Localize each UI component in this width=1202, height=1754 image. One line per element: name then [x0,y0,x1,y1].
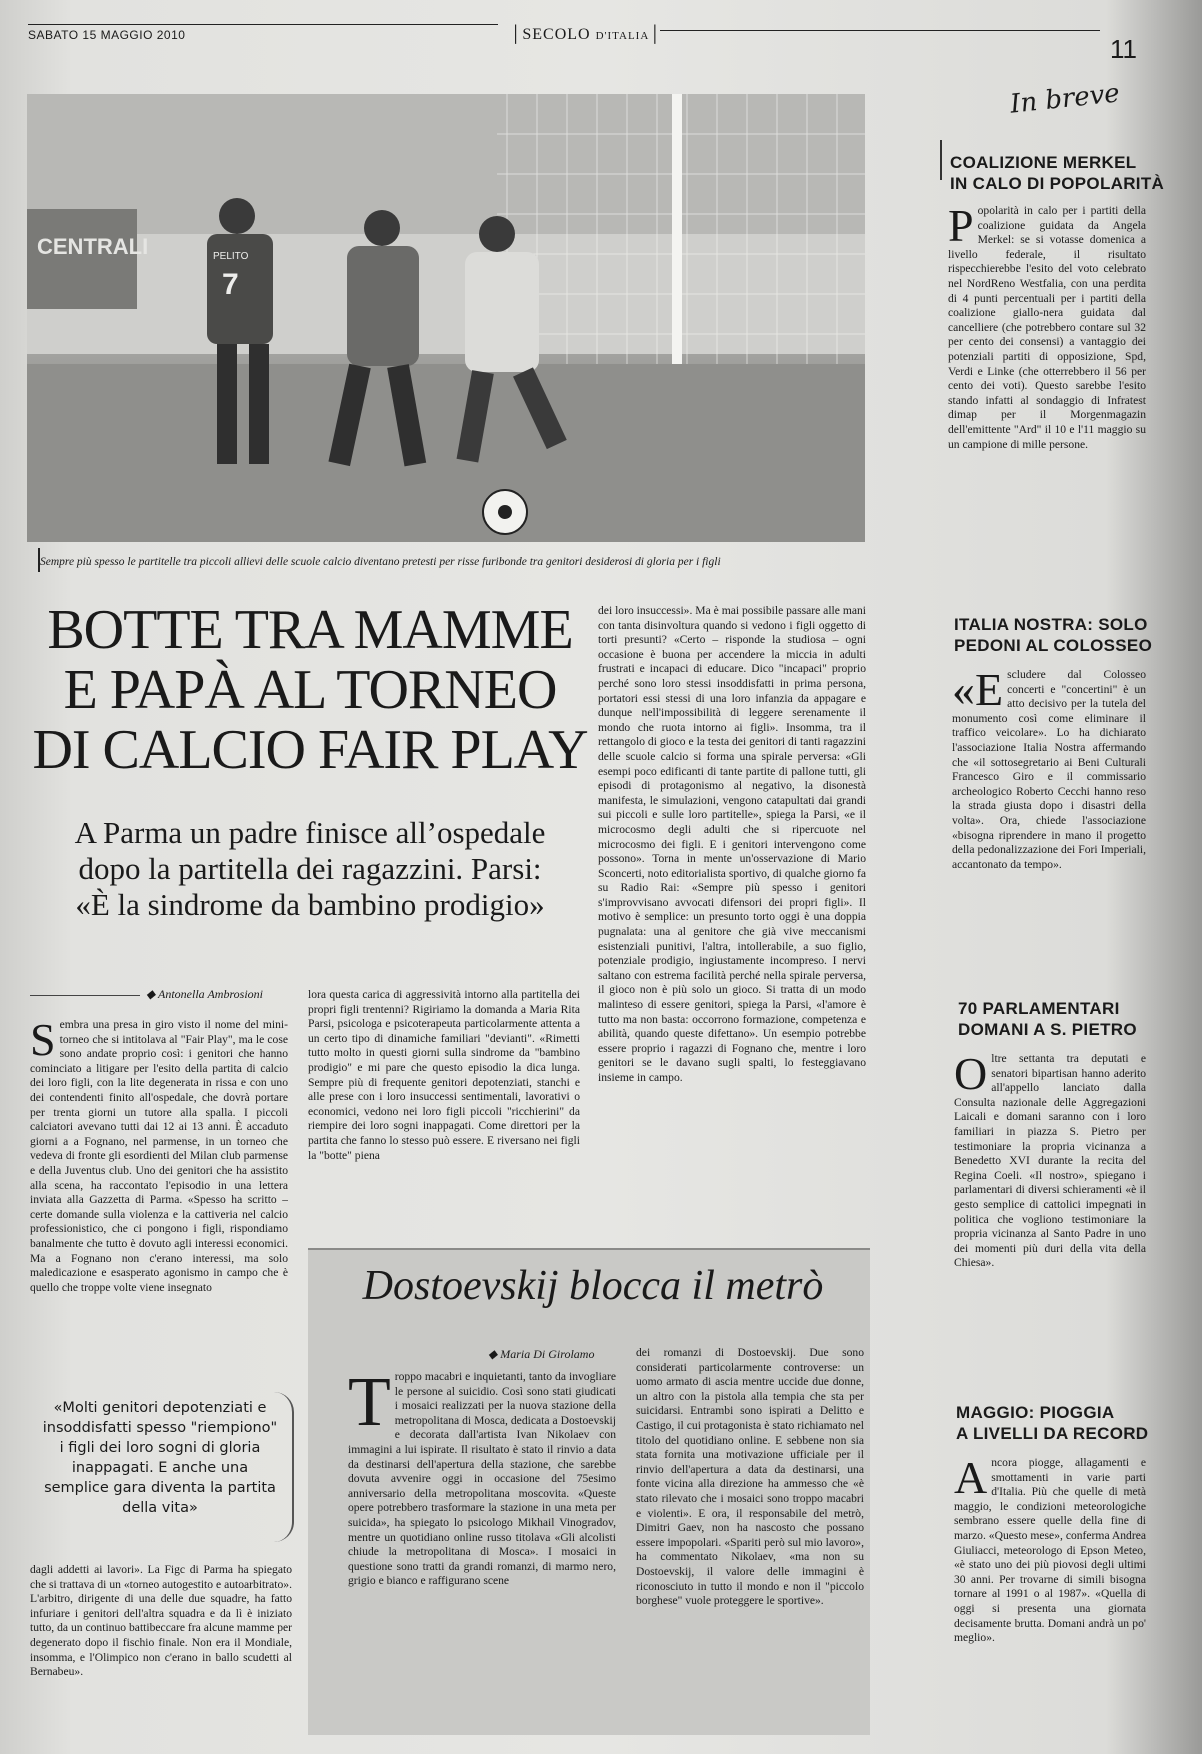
headline-line-3: DI CALCIO FAIR PLAY [32,719,588,781]
soccer-illustration [27,94,865,542]
subhead-line-2: dopo la partitella dei ragazzini. Parsi: [78,851,542,886]
brief-title-1-line-1: COALIZIONE MERKEL [950,153,1137,172]
article-column-1 [30,1018,288,1380]
newspaper-title: │SECOLO D'ITALIA│ [510,26,662,43]
brief-title-3-line-2: DOMANI A S. PIETRO [958,1020,1137,1039]
byline-rule [30,995,140,996]
brief-text-3 [954,1052,1146,1378]
sidebar-rule [940,140,942,180]
boxed-article-column-2: dei romanzi di Dostoevskij. Due sono considerati particolarmente controverse: un uomo armato di ascia mentre uccide due donne, un altro con la pistola alla tempia che sta per suicidarsi. Entrambi sono ispirati a Delitto e Castigo, il cui protagonista è stato richiamato nel titolo del quotidiano online. E sebbene non sia stata fornita una motivazione ufficiale per il rinvio dell'apertura a data da destinarsi, una fonte vicina alla direzione ha ammesso che «è stato rilevato che i mosaici sono troppo macabri e violenti». E ora, il responsabile del metrò, Dimitri Gaev, non ha nascosto che possano essere impopolari. «Spariti però sul mio lavoro», ha commentato Nikolaev, «ma non su Dostoevskij, il valore delle immagini è riconosciuto in tutto il mondo e non il "piccolo borghese" vuole proteggere le sportive». [636,1346,864,1608]
brief-body-1: opolarità in calo per i partiti della coalizione guidata da Angela Merkel: se si votasse domenica a livello federale, il risultato rispecchierebbe l'esito del voto celebrato nel NordReno Westfalia, con una perdita di 4 punti percentuali per i partiti della coalizione giallo-nera guidata dal cancelliere (che potrebbero contare sul 32 per cento dei consensi) a vantaggio dei potenziali partiti di opposizione, Spd, Verdi e Linke (che otterrebbero il 56 per cento dei voti). Questo sarebbe l'esito stando infatti al sondaggio di Infratest dimap per il Morgenmagazin dell'emittente "Ard" il 10 e l'11 maggio su un campione di mille persone. [948,204,1146,451]
brief-title-1 [950,152,1164,194]
page-number: 11 [1110,34,1137,64]
brief-dropcap-4: A [954,1456,988,1503]
header-rule-left [28,24,498,25]
boxed-dropcap: T [348,1370,391,1441]
boxed-text-1: roppo macabri e inquietanti, tanto da invogliare le persone al suicidio. Così sono stati giudicati i mosaici realizzati per la nuova stazione della metropolitana di Mosca, dedicata a Dostoevskij e decorata dall'artista Ivan Nikolaev con immagini a lui ispirate. Il risultato è stato il rinvio a data da destinarsi dell'apertura della stazione, che sarebbe dovuta avvenire oggi in occasione del 75esimo anniversario della metropolitana moscovita. «Queste opere potrebbero trasformare la stazione in una meta per suicida», ha spiegato lo psicologo Mikhail Vinogradov, mentre un quotidiano online russo titolava «Gli alcolisti chiude la metropolitana di Mosca». I mosaici in questione sono tratti da grandi romanzi, di marmo nero, grigio e bianco e raffigurano scene [348,1370,616,1588]
brief-text-1 [948,204,1146,592]
main-headline [30,600,590,780]
headline-line-2: E PAPÀ AL TORNEO [63,659,557,721]
brief-title-1-line-2: IN CALO DI POPOLARITÀ [950,174,1165,193]
brief-dropcap-1: P [948,204,974,251]
article-column-3: dei loro insuccessi». Ma è mai possibile passare alle mani con tanta disinvoltura quando si vedono i figli oggetto di torti presunti? «Certo – risponde la studiosa – ogni occasione è buona per accendere la miccia in adulti frustrati e incapaci di educare. Dico "incapaci" proprio perché sono loro stessi insoddisfatti in prima persona, portatori essi stessi di una loro infanzia da appagare e dunque nell'impossibilità di leggere serenamente il mondo che ruota intorno ai figli». Insomma, tra il rettangolo di gioco e la testa dei genitori di tanti ragazzini delle scuole calcio si forma una spirale perversa: «Gli esempi poco edificanti di tante partite di pallone tutti, gli episodi di protagonismo al negativo, la disonestà manifesta, le simulazioni, vengono catapultati dai grandi sui piccoli e sulle loro partitelle», spiega la Parsi, «e il microcosmo degli adulti che si ripercuote nel microcosmo dei figli. E i genitori intervengono come possono». Torna in mente un'osservazione di Mario Sconcerti, noto editorialista sportivo, di qualche giorno fa su Radio Rai: «Sempre più spesso i genitori s'improvvisano avvocati difensori dei propri figli». Il motivo è semplice: un presunto torto oggi è una doppia pugnalata: una al genitore che già vive meccanismi esistenziali punitivi, l'altra, intollerabile, a suo figlio, potenziale prodigio, ingiustamente incompreso. I nervi saltano con estrema facilità perché nella spirale perversa, il gioco non è più solo un gioco. Si tratta di un modo malinteso di essere genitori, spiega la Parsi, «l'amore è tutto ma non basta: occorrono formazione, competenza e abilità, quando queste difettano». Un esempio potrebbe essere proprio i ragazzi di Fognano che, mentre i loro genitori se le davano sugli spalti, lo festeggiavano insieme in campo. [598,604,866,1084]
subheadline [30,815,590,923]
article-column-2: lora questa carica di aggressività intorno alla partitella dei propri figli trentenni? Rigiriamo la domanda a Maria Rita Parsi, psicologa e psicoterapeuta particolarmente attenta a un certo tipo di dinamiche familiari "devianti". «Rimetti tutto molto in questi giorni sulla sindrome da "bambino prodigio" e mi pare che questo episodio la dica lunga. Sempre più di frequente genitori depotenziati, stanchi e alle prese con i loro insuccessi sentimentali, lavorativi o economici, vedono nei loro figli piccoli "ricchierini" da riempire dei loro sogni inappagati. Come direttori per la partita che fanno lo stesso può essere. E riversano nei figli la "botte" piena [308,988,580,1162]
article-text: embra una presa in giro visto il nome del mini-torneo che si intitolava al "Fair Play", ma le cose sono andate proprio così: i genitori che hanno cominciato a litigare per l'esito della partita di calcio dei loro figli, con la lite degenerata in rissa e con uno dei contendenti finito all'ospedale, che dovrà portare per trenta giorni un tutore alla spalla. I piccoli calciatori avevano tutti dai 12 ai 13 anni. È accaduto giorni a a Fognano, nel parmense, in un torneo che vedeva di fronte gli esordienti del Milan club parmense e della Juventus club. Uno dei genitori che ha assistito alla scena, ha raccontato l'episodio in una lettera inviata alla Gazzetta di Parma. «Spesso ha scritto – certe domande sulla violenza e la cattiveria nel calcio professionistico, che ci pongono i figli, rispondiamo banalmente che tutto è dovuto agli interessi economici. Ma a Fognano non c'erano interessi, ma solo maledicazione e esasperato agonismo in campo che è quello che troppe volte viene insegnato [30,1018,288,1294]
brief-title-2-line-2: PEDONI AL COLOSSEO [954,636,1153,655]
subhead-line-3: «È la sindrome da bambino prodigio» [75,887,545,922]
soccer-photo [27,94,865,542]
header-rule-right [660,30,1100,31]
boxed-article-byline: ◆ Maria Di Girolamo [488,1347,595,1361]
dropcap: S [30,1018,56,1065]
brief-body-4: ncora piogge, allagamenti e smottamenti in varie parti d'Italia. Più che quelle di metà maggio, le condizioni meteorologiche sembrano essere quelle della fine di marzo. «Questo mese», conferma Andrea Giuliacci, meteorologo di Epson Meteo, «è stato uno dei più piovosi degli ultimi 30 anni. Per trovarne di simili bisogna tornare al 1991 o al 1987». «Quella di oggi si presenta una giornata decisamente brutta. Domani andrà un po' meglio». [954,1456,1146,1645]
brief-title-2 [954,614,1152,656]
pull-quote: «Molti genitori depotenziati e insoddisfatti spesso "riempiono" i figli dei loro sogni di gloria inappagati. E anche una semplice gara diventa la partita della vita» [42,1400,278,1516]
brief-text-4 [954,1456,1146,1732]
section-title: In breve [1008,78,1122,120]
brief-dropcap-2: «E [952,668,1004,715]
jersey-name: PELITO [213,251,249,262]
jersey-number: 7 [222,268,239,301]
boxed-article-title: Dostoevskij blocca il metrò [362,1263,824,1309]
boxed-article-column-1 [348,1370,616,1730]
brief-body-3: ltre settanta tra deputati e senatori bipartisan hanno aderito all'appello lanciato dalla Consulta nazionale delle Aggregazioni Laicali e domani saranno con i loro familiari in piazza S. Pietro per testimoniare la propria vicinanza a Benedetto XVI durante la recita del Regina Coeli. «Il nostro», spiegano i parlamentari di diversi schieramenti «è il gesto semplice di cattolici impegnati in politica che vogliono testimoniare la propria vicinanza al Santo Padre in uno dei momenti più duri della vita della Chiesa». [954,1052,1146,1270]
brief-dropcap-3: O [954,1052,988,1099]
brief-title-3-line-1: 70 PARLAMENTARI [958,999,1120,1018]
brief-title-2-line-1: ITALIA NOSTRA: SOLO [954,615,1148,634]
article-column-1-continued: dagli addetti ai lavori». La Figc di Parma ha spiegato che si trattava di un «torneo autogestito e autoarbitrato». L'arbitro, dirigente di una delle due squadre, ha fatto infuriare i genitori dell'altra squadra e da lì è iniziato tutto, da un continuo battibeccare fra alcune mamme per degenerato dopo il fischio finale. Non era il Mondiale, insomma, e l'Olimpico non c'erano in ballo scudetti al Bernabeu». [30,1563,292,1679]
issue-date: SABATO 15 MAGGIO 2010 [28,28,186,42]
subhead-line-1: A Parma un padre finisce all’ospedale [74,815,546,850]
brief-title-4-line-2: A LIVELLI DA RECORD [956,1424,1149,1443]
brief-text-2 [952,668,1146,966]
brief-title-4-line-1: MAGGIO: PIOGGIA [956,1403,1115,1422]
main-byline: ◆ Antonella Ambrosioni [146,987,264,1001]
brief-body-2: scludere dal Colosseo concerti e "concertini" è un atto decisivo per la tutela del monumento così come eliminare il traffico veicolare». Lo ha dichiarato l'associazione Italia Nostra affermando che «il sottosegretario ai Beni Culturali Francesco Giro e il commissario archeologico Roberto Cecchi hanno reso la strada giusta dopo i disastri della volta». Ora, chiede l'associazione «bisogna riprendere in mano il progetto della pedonalizzazione dei Fori Imperiali, accantonato da tempo». [952,668,1146,871]
photo-caption: Sempre più spesso le partitelle tra piccoli allievi delle scuole calcio diventano pretesti per risse furibonde tra genitori desiderosi di gloria per i figli [40,556,721,568]
pull-quote-bracket [274,1392,294,1542]
banner-text: CENTRALI [37,234,149,259]
headline-line-1: BOTTE TRA MAMME [47,599,573,661]
brief-title-4 [956,1402,1148,1444]
brief-title-3 [958,998,1137,1040]
